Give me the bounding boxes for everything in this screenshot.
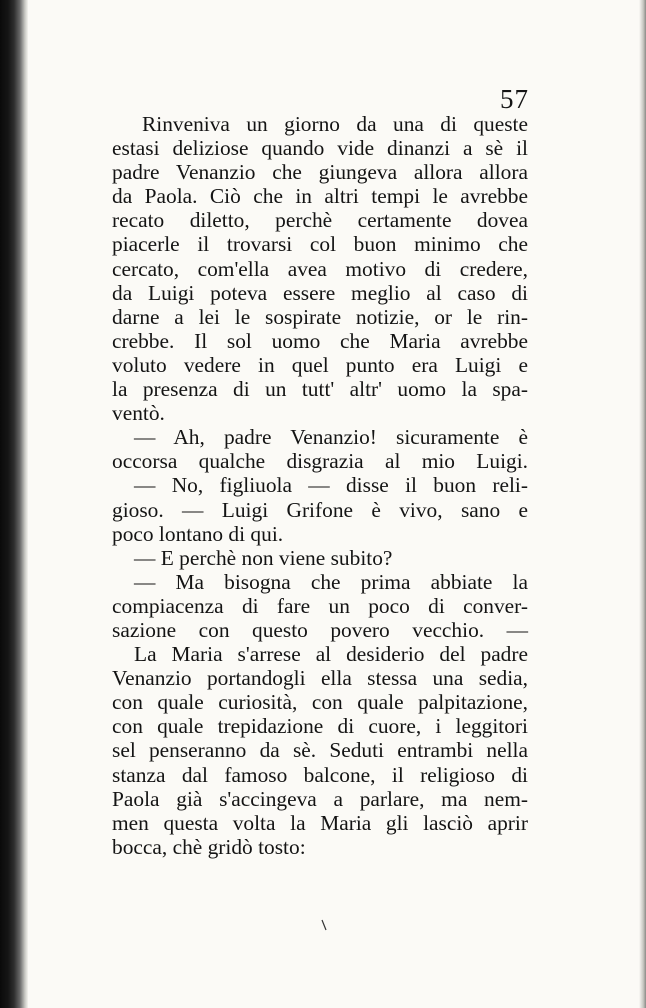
text-line: da Luigi poteva essere meglio al caso di (112, 280, 528, 305)
text-line: compiacenza di fare un poco di conver- (112, 593, 528, 618)
text-line: ventò. (112, 401, 165, 426)
text-line: — Ah, padre Venanzio! sicuramente è (134, 425, 528, 450)
text-line: Paola già s'accingeva a parlare, ma nem- (112, 786, 528, 811)
text-line: Rinveniva un giorno da una di queste (142, 112, 528, 136)
text-line: voluto vedere in quel punto era Luigi e (112, 352, 528, 377)
page-number: 57 (500, 84, 529, 114)
text-line: la presenza di un tutt' altr' uomo la spa- (112, 377, 528, 402)
text-line: piacerle il trovarsi col buon minimo che (112, 232, 528, 257)
text-line: poco lontano di qui. (112, 521, 284, 546)
text-line: men questa volta la Maria gli lasciò aprir (112, 810, 528, 835)
ink-mark (320, 918, 328, 932)
text-line: da Paola. Ciò che in altri tempi le avrebbe (112, 184, 528, 209)
text-line: stanza dal famoso balcone, il religioso di (112, 762, 528, 787)
text-line: sel penseranno da sè. Seduti entrambi nella (112, 738, 528, 763)
text-line: con quale curiosità, con quale palpitazione, (112, 690, 528, 715)
text-line: darne a lei le sospirate notizie, or le rin- (112, 304, 528, 329)
text-line: gioso. — Luigi Grifone è vivo, sano e (112, 497, 528, 522)
book-binding-shadow (0, 0, 28, 1008)
text-line: — E perchè non viene subito? (134, 545, 393, 570)
text-line: recato diletto, perchè certamente dovea (112, 208, 528, 233)
page-edge-shadow (639, 0, 646, 1008)
text-line: occorsa qualche disgrazia al mio Luigi. (112, 449, 528, 474)
text-line: Venanzio portandogli ella stessa una sedia, (112, 666, 528, 691)
text-line: estasi deliziose quando vide dinanzi a sè il (112, 136, 528, 161)
body-text (112, 112, 528, 859)
text-line: — No, figliuola — disse il buon reli- (134, 473, 528, 498)
text-line: La Maria s'arrese al desiderio del padre (134, 642, 528, 667)
text-line: cercato, com'ella avea motivo di credere, (112, 256, 528, 281)
text-line: con quale trepidazione di cuore, i leggitori (112, 714, 528, 739)
text-line: padre Venanzio che giungeva allora allora (112, 160, 528, 185)
text-line: — Ma bisogna che prima abbiate la (134, 569, 528, 594)
text-line: sazione con questo povero vecchio. — (112, 617, 528, 642)
text-line: bocca, chè gridò tosto: (112, 834, 306, 859)
text-line: crebbe. Il sol uomo che Maria avrebbe (112, 328, 528, 353)
